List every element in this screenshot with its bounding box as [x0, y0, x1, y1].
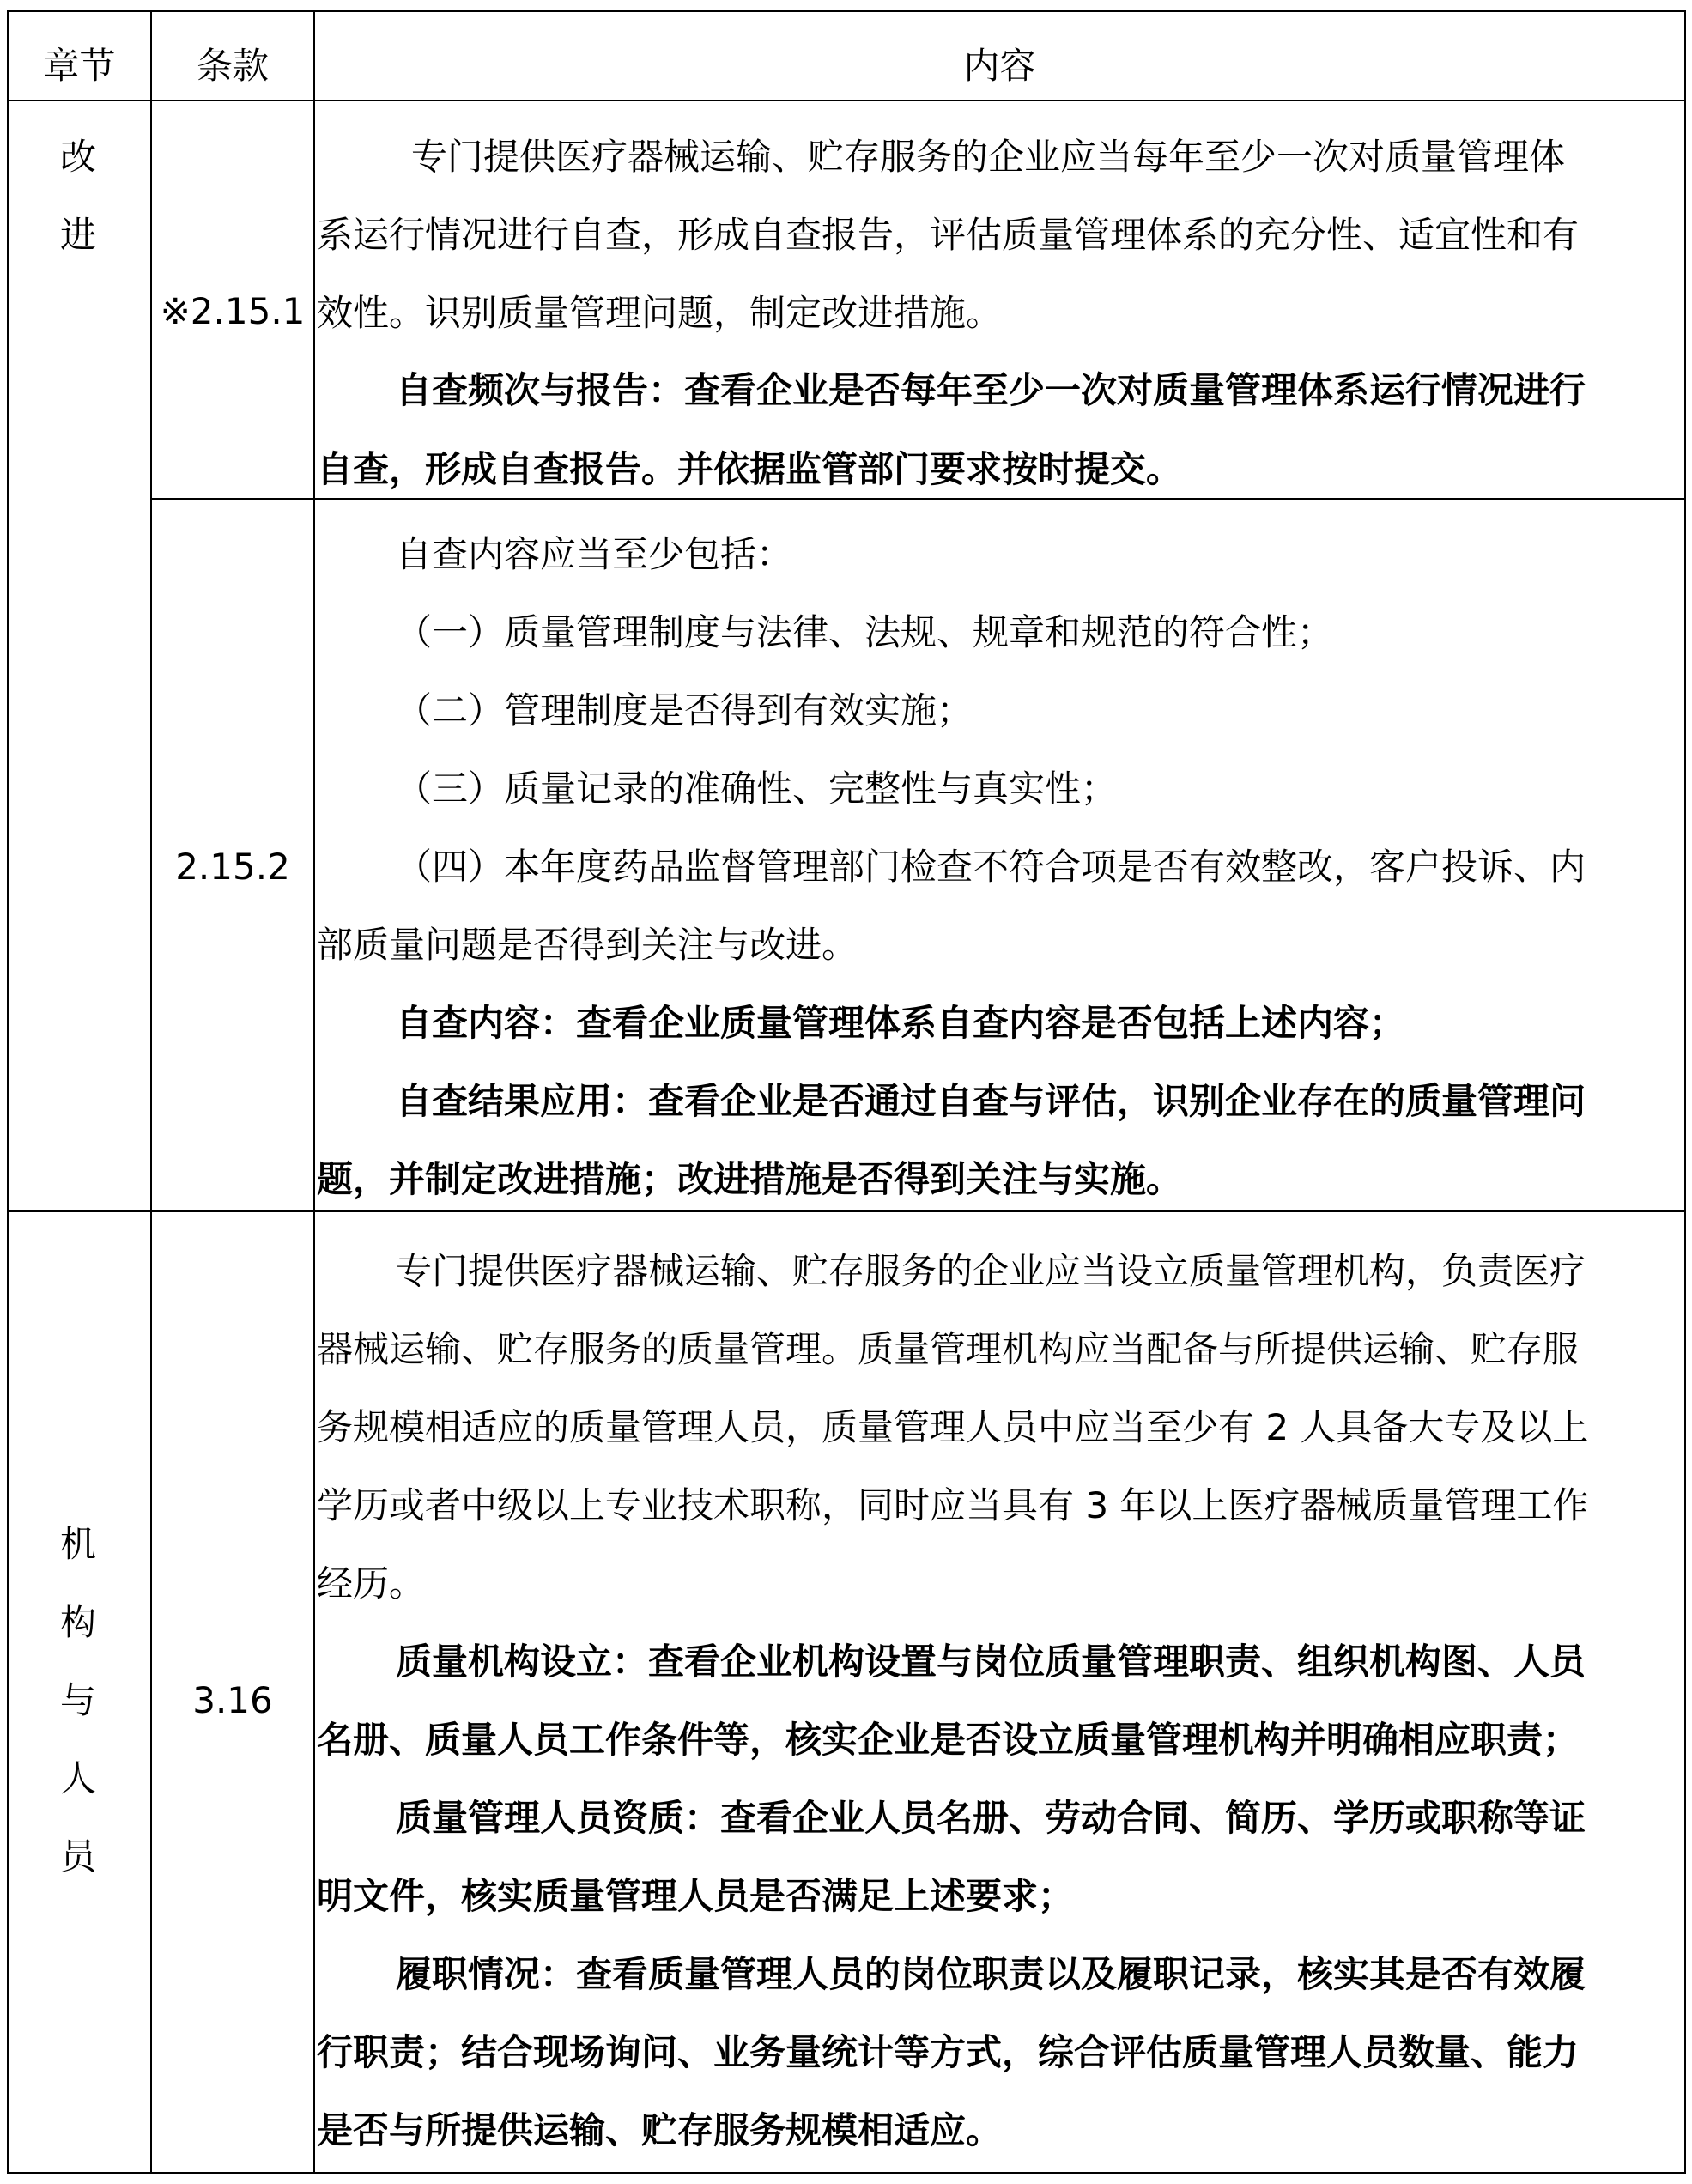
content-line: 自查内容应当至少包括：: [396, 533, 793, 575]
content-line: （二）管理制度是否得到有效实施；: [396, 689, 973, 731]
chapter-char: 与: [59, 1679, 96, 1721]
column-divider-chapter: [150, 10, 152, 2174]
content-line: 学历或者中级以上专业技术职称，同时应当具有 3 年以上医疗器械质量管理工作: [317, 1484, 1589, 1526]
content-line: 自查结果应用：查看企业是否通过自查与评估，识别企业存在的质量管理问: [396, 1080, 1586, 1122]
content-line: 效性。识别质量管理问题，制定改进措施。: [317, 292, 1003, 334]
content-line: 专门提供医疗器械运输、贮存服务的企业应当设立质量管理机构，负责医疗: [396, 1250, 1586, 1292]
table-border-right: [1684, 10, 1686, 2174]
table-border-bottom: [7, 2172, 1686, 2174]
column-divider-clause: [313, 10, 315, 2174]
content-line: 是否与所提供运输、贮存服务规模相适应。: [317, 2109, 1003, 2151]
content-line: 自查，形成自查报告。并依据监管部门要求按时提交。: [317, 448, 1183, 490]
content-line: 质量管理人员资质：查看企业人员名册、劳动合同、简历、学历或职称等证: [396, 1797, 1586, 1839]
content-line: 系运行情况进行自查，形成自查报告，评估质量管理体系的充分性、适宜性和有: [317, 214, 1580, 256]
content-line: 器械运输、贮存服务的质量管理。质量管理机构应当配备与所提供运输、贮存服: [317, 1328, 1580, 1370]
content-line: 经历。: [317, 1562, 426, 1605]
content-line: 自查内容：查看企业质量管理体系自查内容是否包括上述内容；: [396, 1002, 1406, 1044]
header-divider: [7, 100, 1686, 101]
chapter-char: 进: [59, 214, 96, 256]
content-line: （一）质量管理制度与法律、法规、规章和规范的符合性；: [396, 611, 1334, 653]
chapter-char: 人: [59, 1757, 96, 1799]
content-line: 明文件，核实质量管理人员是否满足上述要求；: [317, 1875, 1075, 1917]
content-line: （四）本年度药品监督管理部门检查不符合项是否有效整改，客户投诉、内: [396, 846, 1586, 888]
content-line: 质量机构设立：查看企业机构设置与岗位质量管理职责、组织机构图、人员: [396, 1641, 1586, 1683]
chapter-char: 改: [59, 136, 96, 178]
clause-2-15-2: 2.15.2: [175, 846, 290, 888]
table-border-left: [7, 10, 9, 2174]
content-line: 专门提供医疗器械运输、贮存服务的企业应当每年至少一次对质量管理体: [411, 136, 1566, 178]
clause-3-16: 3.16: [192, 1679, 273, 1721]
clause-2-15-1: ※2.15.1: [160, 290, 306, 332]
content-line: 履职情况：查看质量管理人员的岗位职责以及履职记录，核实其是否有效履: [396, 1953, 1586, 1995]
header-content: 内容: [963, 45, 1036, 87]
section-divider: [7, 1210, 1686, 1212]
chapter-char: 构: [59, 1601, 96, 1643]
header-clause: 条款: [196, 45, 269, 87]
content-line: 题，并制定改进措施；改进措施是否得到关注与实施。: [317, 1158, 1183, 1200]
content-line: 名册、质量人员工作条件等，核实企业是否设立质量管理机构并明确相应职责；: [317, 1719, 1580, 1761]
header-chapter: 章节: [43, 45, 116, 87]
row-divider: [150, 498, 1686, 500]
table-border-top: [7, 10, 1686, 12]
content-line: （三）质量记录的准确性、完整性与真实性；: [396, 767, 1118, 810]
chapter-char: 员: [59, 1835, 96, 1878]
content-line: 行职责；结合现场询问、业务量统计等方式，综合评估质量管理人员数量、能力: [317, 2031, 1580, 2073]
content-line: 部质量问题是否得到关注与改进。: [317, 924, 858, 966]
content-line: 务规模相适应的质量管理人员，质量管理人员中应当至少有 2 人具备大专及以上: [317, 1406, 1589, 1448]
chapter-char: 机: [59, 1523, 96, 1565]
content-line: 自查频次与报告：查看企业是否每年至少一次对质量管理体系运行情况进行: [396, 369, 1586, 411]
